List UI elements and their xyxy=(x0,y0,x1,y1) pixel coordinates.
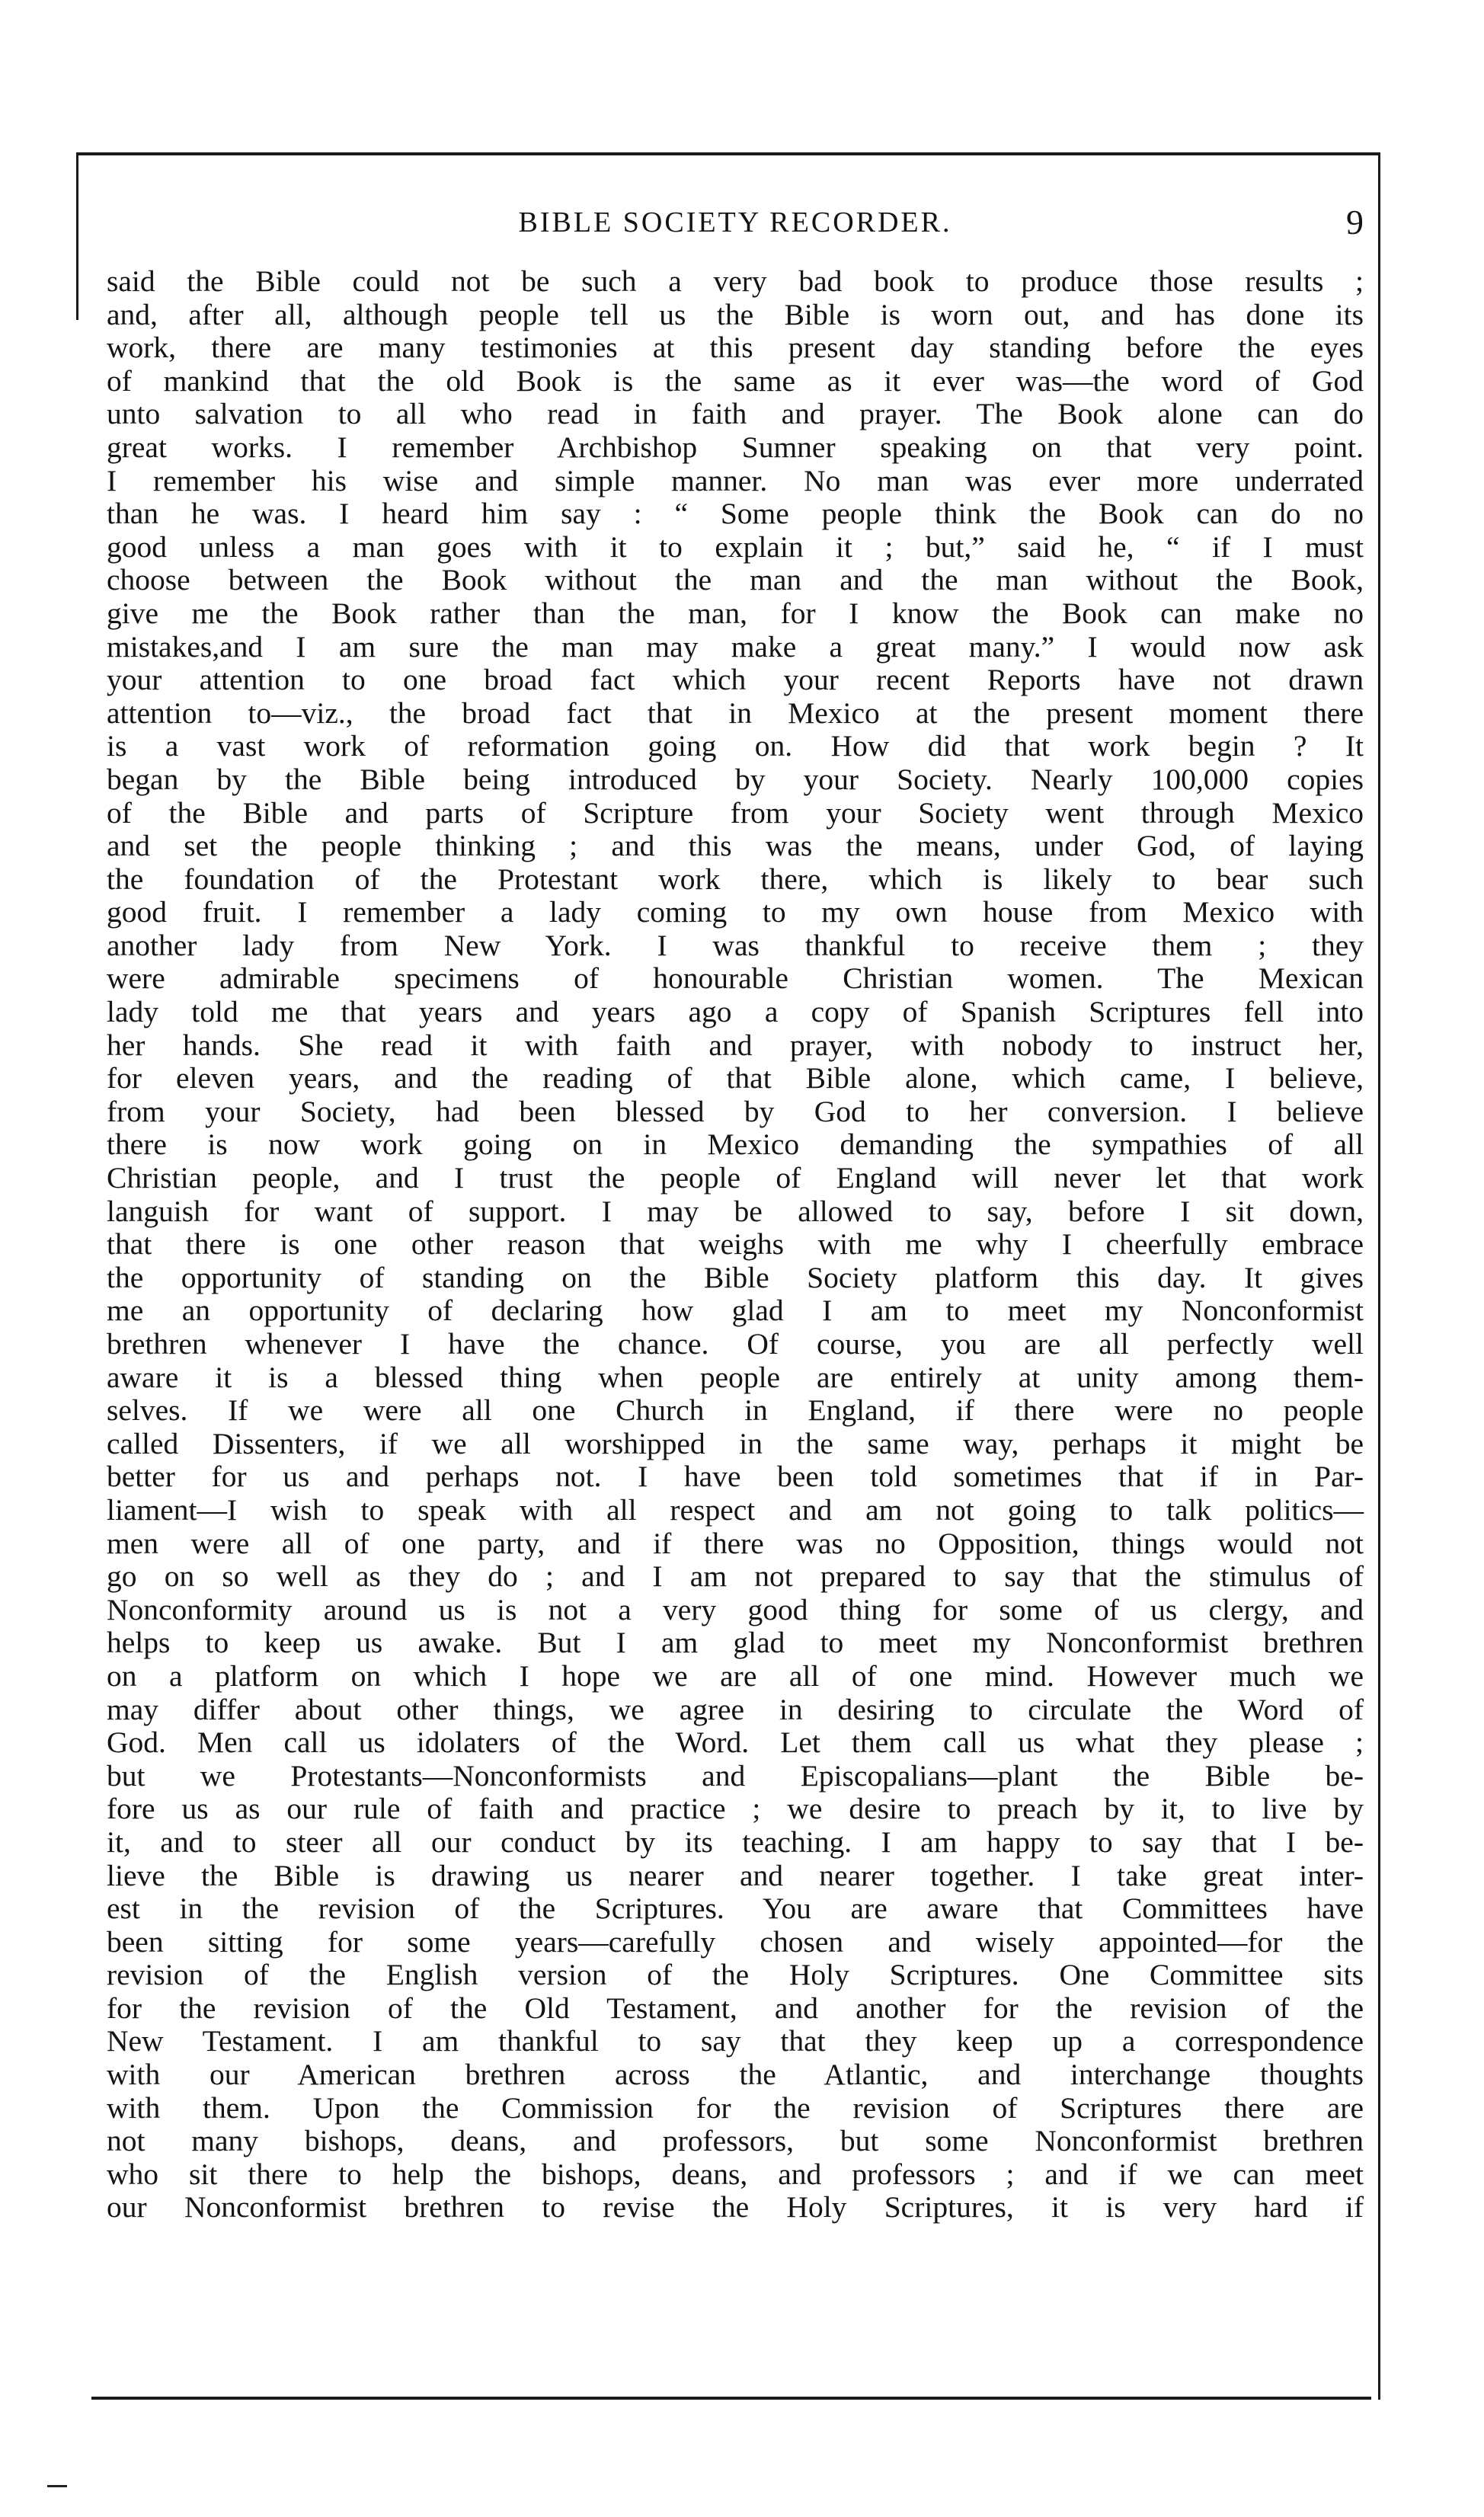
text-line: the opportunity of standing on the Bible Society platform this day. It gives xyxy=(107,1260,1364,1294)
text-line: God. Men call us idolaters of the Word. Let them call us what they please ; xyxy=(107,1725,1364,1760)
text-line: good fruit. I remember a lady coming to my own house from Mexico with xyxy=(107,895,1364,929)
text-line: and, after all, although people tell us the Bible is worn out, and has done its xyxy=(107,297,1364,331)
text-line: the foundation of the Protestant work there, which is likely to bear such xyxy=(107,862,1364,896)
page-header xyxy=(107,198,1364,247)
text-line: fore us as our rule of faith and practice ; we desire to preach by it, to live by xyxy=(107,1792,1364,1826)
right-rule xyxy=(1378,152,1380,2400)
text-line: give me the Book rather than the man, for I know the Book can make no xyxy=(107,596,1364,630)
text-line: choose between the Book without the man and the man without the Book, xyxy=(107,563,1364,597)
text-line: than he was. I heard him say : “ Some people think the Book can do no xyxy=(107,497,1364,531)
body-text xyxy=(107,265,1364,2224)
text-line: who sit there to help the bishops, deans, and professors ; and if we can meet xyxy=(107,2157,1364,2191)
page-number: 9 xyxy=(1346,203,1364,241)
text-line: not many bishops, deans, and professors, but some Nonconformist brethren xyxy=(107,2124,1364,2158)
text-line: good unless a man goes with it to explain it ; but,” said he, “ if I must xyxy=(107,529,1364,564)
text-line: it, and to steer all our conduct by its teaching. I am happy to say that I be- xyxy=(107,1825,1364,1859)
text-line: our Nonconformist brethren to revise the Holy Scriptures, it is very hard if xyxy=(107,2190,1364,2224)
text-line: of the Bible and parts of Scripture from your Society went through Mexico xyxy=(107,795,1364,830)
text-line: for eleven years, and the reading of that Bible alone, which came, I believe, xyxy=(107,1061,1364,1095)
text-line: may differ about other things, we agree in desiring to circulate the Word of xyxy=(107,1692,1364,1726)
text-line: New Testament. I am thankful to say that they keep up a correspondence xyxy=(107,2024,1364,2058)
text-line: I remember his wise and simple manner. No man was ever more underrated xyxy=(107,463,1364,497)
text-line: work, there are many testimonies at this present day standing before the eyes xyxy=(107,331,1364,365)
text-line: attention to—viz., the broad fact that in Mexico at the present moment there xyxy=(107,696,1364,730)
text-line: said the Bible could not be such a very bad book to produce those results ; xyxy=(107,264,1364,298)
text-line: lieve the Bible is drawing us nearer and nearer together. I take great inter- xyxy=(107,1858,1364,1892)
text-line: but we Protestants—Nonconformists and Episcopalians—plant the Bible be- xyxy=(107,1758,1364,1793)
page-frame xyxy=(76,152,1380,2400)
left-rule xyxy=(76,152,78,320)
text-line: with our American brethren across the Atlantic, and interchange thoughts xyxy=(107,2058,1364,2092)
text-line: great works. I remember Archbishop Sumner speaking on that very point. xyxy=(107,430,1364,464)
top-rule xyxy=(76,152,1380,155)
text-line: helps to keep us awake. But I am glad to meet my Nonconformist brethren xyxy=(107,1626,1364,1660)
text-line: est in the revision of the Scriptures. You are aware that Committees have xyxy=(107,1892,1364,1926)
text-line: of mankind that the old Book is the same as it ever was—the word of God xyxy=(107,363,1364,398)
running-title: BIBLE SOCIETY RECORDER. xyxy=(518,206,952,238)
text-line: called Dissenters, if we all worshipped in the same way, perhaps it might be xyxy=(107,1426,1364,1460)
bottom-rule xyxy=(91,2397,1371,2400)
text-line: selves. If we were all one Church in England, if there were no people xyxy=(107,1393,1364,1428)
text-line: your attention to one broad fact which your recent Reports have not drawn xyxy=(107,663,1364,697)
text-line: aware it is a blessed thing when people are entirely at unity among them- xyxy=(107,1360,1364,1394)
text-line: for the revision of the Old Testament, and another for the revision of the xyxy=(107,1991,1364,2025)
text-line: there is now work going on in Mexico demanding the sympathies of all xyxy=(107,1127,1364,1162)
text-line: liament—I wish to speak with all respect and am not going to talk politics— xyxy=(107,1492,1364,1527)
text-line: languish for want of support. I may be allowed to say, before I sit down, xyxy=(107,1194,1364,1228)
text-line: me an opportunity of declaring how glad I am to meet my Nonconformist xyxy=(107,1294,1364,1328)
text-line: lady told me that years and years ago a copy of Spanish Scriptures fell into xyxy=(107,995,1364,1029)
text-line: unto salvation to all who read in faith and prayer. The Book alone can do xyxy=(107,397,1364,431)
text-line: is a vast work of reformation going on. How did that work begin ? It xyxy=(107,729,1364,763)
text-line: revision of the English version of the Holy Scriptures. One Committee sits xyxy=(107,1958,1364,1992)
text-line: better for us and perhaps not. I have been told sometimes that if in Par- xyxy=(107,1460,1364,1494)
text-line: men were all of one party, and if there was no Opposition, things would not xyxy=(107,1526,1364,1560)
text-line: go on so well as they do ; and I am not prepared to say that the stimulus of xyxy=(107,1559,1364,1594)
text-line: and set the people thinking ; and this was the means, under God, of laying xyxy=(107,829,1364,863)
text-line: with them. Upon the Commission for the revision of Scriptures there are xyxy=(107,2090,1364,2125)
text-line: her hands. She read it with faith and prayer, with nobody to instruct her, xyxy=(107,1028,1364,1062)
text-line: from your Society, had been blessed by God to her conversion. I believe xyxy=(107,1094,1364,1128)
text-line: were admirable specimens of honourable Christian women. The Mexican xyxy=(107,961,1364,996)
margin-mark xyxy=(47,2485,67,2487)
text-line: on a platform on which I hope we are all of one mind. However much we xyxy=(107,1658,1364,1693)
text-line: mistakes,and I am sure the man may make a great many.” I would now ask xyxy=(107,629,1364,664)
text-line: Nonconformity around us is not a very good thing for some of us clergy, and xyxy=(107,1592,1364,1626)
text-line: been sitting for some years—carefully chosen and wisely appointed—for the xyxy=(107,1924,1364,1959)
text-line: brethren whenever I have the chance. Of course, you are all perfectly well xyxy=(107,1327,1364,1361)
text-line: began by the Bible being introduced by your Society. Nearly 100,000 copies xyxy=(107,762,1364,796)
text-line: that there is one other reason that weighs with me why I cheerfully embrace xyxy=(107,1227,1364,1262)
text-line: Christian people, and I trust the people of England will never let that work xyxy=(107,1161,1364,1195)
text-line: another lady from New York. I was thankful to receive them ; they xyxy=(107,928,1364,962)
